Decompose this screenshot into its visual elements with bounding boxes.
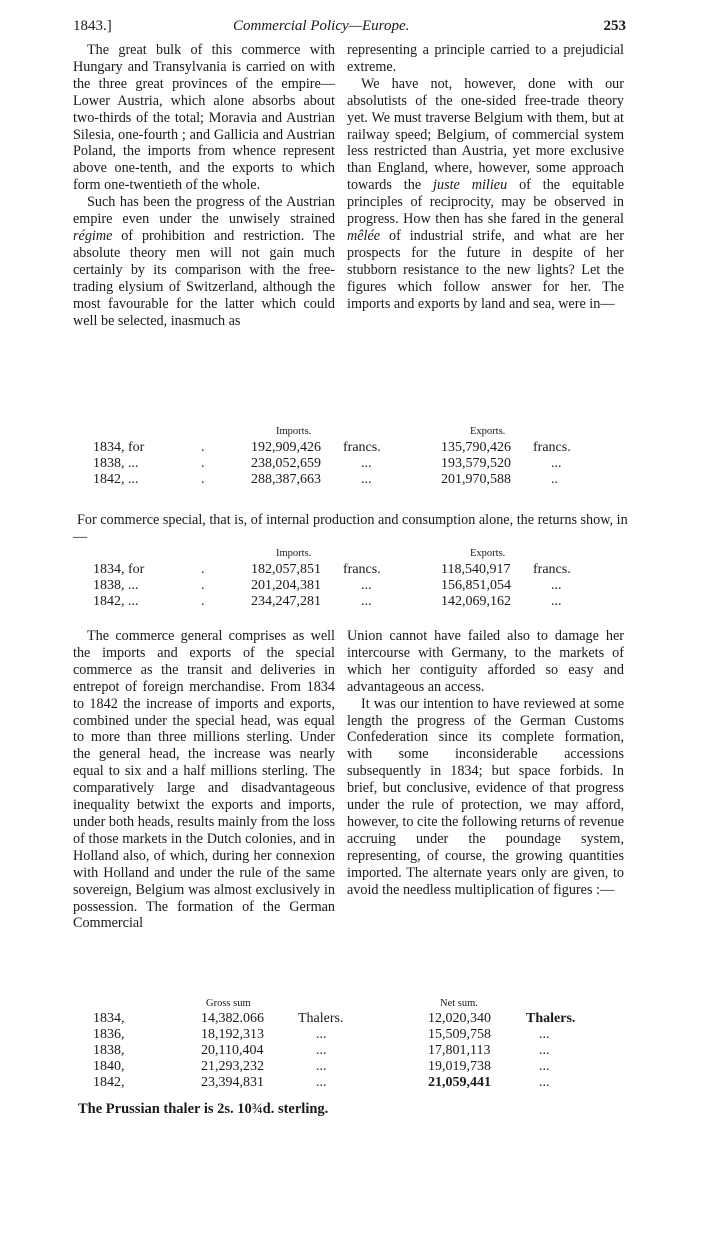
cell-exports: 118,540,917 [441,562,511,577]
cell-year: 1838, ... [93,578,139,593]
cell-dot: . [201,440,205,455]
table-special-commerce [73,546,633,610]
cell-imp-unit: ... [361,456,372,471]
cell-net-unit: ... [539,1059,550,1074]
cell-imports: 192,909,426 [251,440,321,455]
cell-year: 1840, [93,1059,125,1074]
cell-year: 1834, for [93,440,145,455]
left-column-top [73,42,335,329]
cell-net: 19,019,738 [428,1059,491,1074]
cell-gross: 14,382.066 [201,1011,264,1026]
paragraph: We have not, however, done with our absolutists of the one-sided free-trade theory yet. We must traverse Belgium with them, but at railway speed; Belgium, of commercial system less restricted than Austria, yet more exclusive than England, where, however, some approach towards the juste milieu of the equitable principles of reciprocity, may be observed in progress. How then has she fared in the general mêlée of industrial strife, and what are her prospects for the future in despite of her stubborn resistance to the new lights? Let the figures which follow answer for her. The imports and exports by land and sea, were in— [347,75,624,312]
column-header-imports: Imports. [276,548,312,559]
cell-imp-unit: ... [361,578,372,593]
paragraph: representing a principle carried to a prejudicial extreme. [347,42,624,75]
table-row [73,1027,633,1043]
cell-net-unit: ... [539,1027,550,1042]
cell-year: 1838, ... [93,456,139,471]
header-title: Commercial Policy—Europe. [233,18,410,34]
cell-dot: . [201,562,205,577]
cell-imports: 238,052,659 [251,456,321,471]
column-header-exports: Exports. [470,548,506,559]
cell-imports: 201,204,381 [251,578,321,593]
cell-exp-unit: ... [551,578,562,593]
paragraph: Union cannot have failed also to damage her intercourse with Germany, to the markets of which her contiguity afforded so easy and advantageous an access. [347,628,624,695]
cell-year: 1836, [93,1027,125,1042]
column-header-gross: Gross sum [206,998,251,1009]
column-header-exports: Exports. [470,426,506,437]
table-row [73,1075,633,1091]
cell-gross: 23,394,831 [201,1075,264,1090]
left-column-bottom [73,628,335,932]
cell-gross-unit: ... [316,1043,327,1058]
table-row [73,1059,633,1075]
table-general-commerce [73,424,633,488]
table-row [73,594,633,610]
cell-exp-unit: ... [551,594,562,609]
page-number: 253 [603,18,626,34]
running-header [73,18,626,40]
cell-exports: 201,970,588 [441,472,511,487]
cell-exports: 142,069,162 [441,594,511,609]
table-row [73,562,633,578]
cell-year: 1834, for [93,562,145,577]
table-customs-revenue [73,996,633,1091]
cell-imp-unit: francs. [343,562,381,577]
cell-exp-unit: .. [551,472,558,487]
table-row [73,1011,633,1027]
paragraph: It was our intention to have reviewed at some length the progress of the German Customs Confederation since its complete formation, with some inconsiderable accessions subsequently in 1834; but space forbids. In brief, but conclusive, evidence of that progress under the rule of protection, we may afford, however, to cite the following returns of revenue accruing under the poundage system, representing, of course, the growing quantities imported. The alternate years only are given, to avoid the needless multiplication of figures :— [347,695,624,898]
right-column-bottom [347,628,624,899]
footnote: The Prussian thaler is 2s. 10¾d. sterling. [78,1101,329,1117]
cell-exp-unit: ... [551,456,562,471]
cell-dot: . [201,594,205,609]
cell-net-unit: ... [539,1043,550,1058]
cell-gross: 21,293,232 [201,1059,264,1074]
cell-net: 15,509,758 [428,1027,491,1042]
cell-year: 1842, [93,1075,125,1090]
cell-gross: 20,110,404 [201,1043,264,1058]
cell-exp-unit: francs. [533,440,571,455]
cell-gross-unit: Thalers. [298,1011,344,1026]
cell-imports: 182,057,851 [251,562,321,577]
cell-gross: 18,192,313 [201,1027,264,1042]
cell-net-unit: Thalers. [526,1011,576,1026]
cell-net-unit: ... [539,1075,550,1090]
column-header-net: Net sum. [440,998,478,1009]
cell-exports: 135,790,426 [441,440,511,455]
cell-imp-unit: francs. [343,440,381,455]
cell-dot: . [201,578,205,593]
table-row [73,578,633,594]
cell-year: 1838, [93,1043,125,1058]
cell-exp-unit: francs. [533,562,571,577]
cell-year: 1842, ... [93,594,139,609]
cell-imports: 234,247,281 [251,594,321,609]
cell-net: 21,059,441 [428,1075,491,1090]
cell-gross-unit: ... [316,1027,327,1042]
right-column-top [347,42,624,313]
cell-imp-unit: ... [361,594,372,609]
table-row [73,456,633,472]
cell-gross-unit: ... [316,1075,327,1090]
cell-dot: . [201,456,205,471]
cell-imp-unit: ... [361,472,372,487]
cell-dot: . [201,472,205,487]
cell-net: 12,020,340 [428,1011,491,1026]
table-row [73,1043,633,1059]
paragraph: Such has been the progress of the Austrian empire even under the unwisely strained régime of prohibition and restriction. The absolute theory men will not gain much certainly by its comparison with the free-trading elysium of Switzerland, although the most favourable for the latter which could well be selected, inasmuch as [73,194,335,329]
cell-exports: 193,579,520 [441,456,511,471]
header-year: 1843.] [73,18,112,34]
column-header-imports: Imports. [276,426,312,437]
table-row [73,440,633,456]
cell-year: 1834, [93,1011,125,1026]
cell-year: 1842, ... [93,472,139,487]
table-row [73,472,633,488]
cell-net: 17,801,113 [428,1043,491,1058]
cell-exports: 156,851,054 [441,578,511,593]
paragraph: The great bulk of this commerce with Hungary and Transylvania is carried on with the three great provinces of the empire—Lower Austria, which alone absorbs about two-thirds of the total; Moravia and Austrian Silesia, one-fourth ; and Gallicia and Austrian Poland, the imports from whence represent above one-tenth, and the exports to which form one-twentieth of the whole. [73,42,335,194]
paragraph: The commerce general comprises as well the imports and exports of the special commerce as the transit and deliveries in entrepot of foreign merchandise. From 1834 to 1842 the increase of imports and exports, combined under the special head, was equal to more than three millions sterling. Under the general head, the increase was nearly equal to six and a half millions sterling. The comparatively large and disadvantageous inequality betwixt the exports and imports, under both heads, results mainly from the loss of those markets in the Dutch colonies, and in Holland also, of which, during her connexion with Holland and under the rule of the same sovereign, Belgium was almost exclusively in possession. The formation of the German Commercial [73,628,335,932]
cell-imports: 288,387,663 [251,472,321,487]
cell-gross-unit: ... [316,1059,327,1074]
interlude-text: For commerce special, that is, of internal production and consumption alone, the returns show, in— [73,512,628,545]
